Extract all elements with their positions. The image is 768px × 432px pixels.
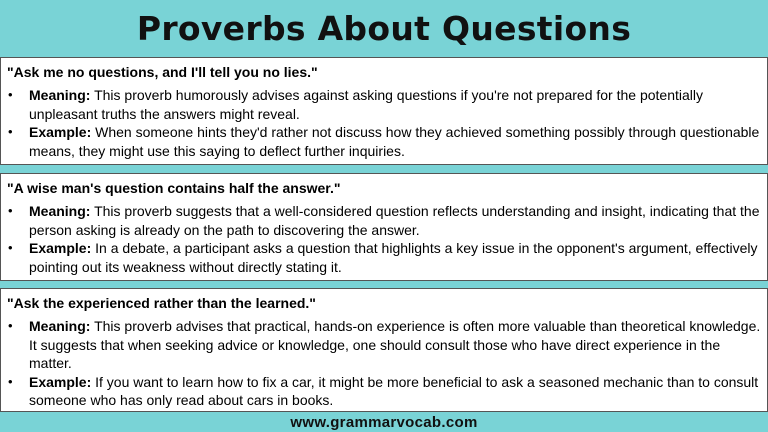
proverb-details <box>7 86 761 160</box>
proverb-text: "Ask me no questions, and I'll tell you no lies." <box>7 64 318 80</box>
bullet-icon: • <box>8 203 13 218</box>
website-url: www.grammarvocab.com <box>290 413 478 431</box>
example-item <box>7 123 761 160</box>
meaning-label: Meaning: <box>29 318 91 334</box>
bullet-icon: • <box>8 87 13 102</box>
bullet-icon: • <box>8 373 13 389</box>
page-header <box>0 0 768 56</box>
example-label: Example: <box>29 373 92 390</box>
example-label: Example: <box>29 124 92 140</box>
meaning-text: This proverb humorously advises against asking questions if you're not prepared for the potentially unpleasant truths the answers might reveal. <box>29 87 703 122</box>
example-label: Example: <box>29 240 92 256</box>
meaning-text: This proverb advises that practical, hands-on experience is often more valuable than theoretical knowledge. It suggests that when seeking advice or knowledge, one should consult those who have direct experience in the matter. <box>29 318 761 371</box>
proverb-text: "A wise man's question contains half the answer." <box>7 180 341 196</box>
proverb-card-2 <box>0 173 768 281</box>
meaning-item <box>7 86 761 123</box>
meaning-item <box>7 202 761 239</box>
bullet-icon: • <box>8 240 13 255</box>
example-item <box>7 239 761 276</box>
example-item <box>7 373 761 410</box>
meaning-label: Meaning: <box>29 87 91 103</box>
example-text: If you want to learn how to fix a car, it might be more beneficial to ask a seasoned mechanic than to consult someone who has only read about cars in books. <box>29 373 759 408</box>
page-footer <box>0 412 768 432</box>
example-text: In a debate, a participant asks a question that highlights a key issue in the opponent's argument, effectively pointing out its weakness without directly stating it. <box>29 240 758 275</box>
meaning-text: This proverb suggests that a well-considered question reflects understanding and insight, indicating that the person asking is already on the path to discovering the answer. <box>29 203 760 238</box>
proverb-text: "Ask the experienced rather than the learned." <box>7 295 316 311</box>
proverb-card-3 <box>0 288 768 412</box>
page-title: Proverbs About Questions <box>136 8 632 48</box>
example-text: When someone hints they'd rather not discuss how they achieved something possibly through questionable means, they might use this saying to deflect further inquiries. <box>29 124 760 159</box>
proverb-card-1 <box>0 57 768 165</box>
proverb-details <box>7 317 761 410</box>
bullet-icon: • <box>8 124 13 139</box>
meaning-label: Meaning: <box>29 203 91 219</box>
bullet-icon: • <box>8 318 13 333</box>
proverb-details <box>7 202 761 276</box>
meaning-item <box>7 317 761 373</box>
